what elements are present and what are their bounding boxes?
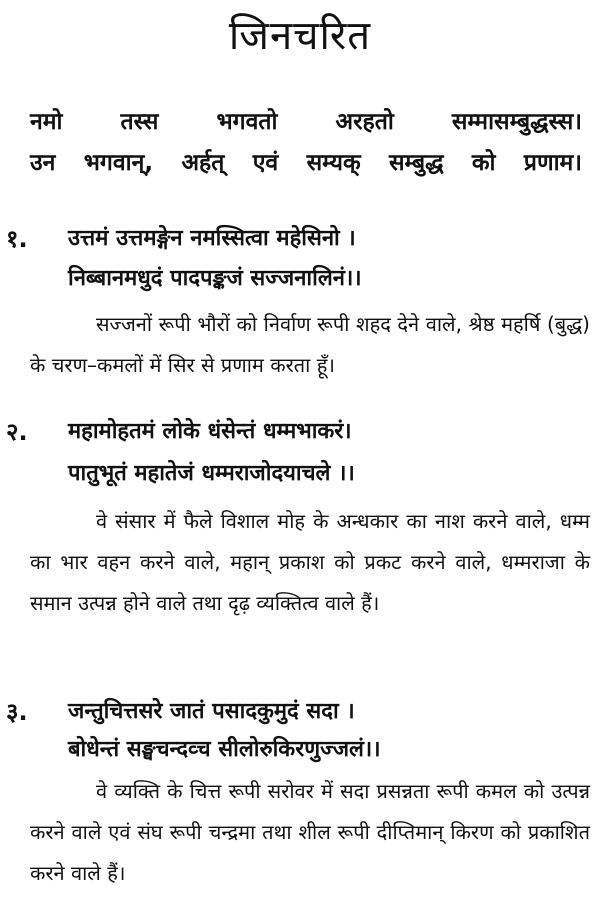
verse-line-1: महामोहतमं लोके धंसेन्तं धम्मभाकरं। xyxy=(68,419,352,444)
verse-number: २. xyxy=(6,418,28,446)
invocation-hindi: उन भगवान्, अर्हत् एवं सम्यक् सम्बुद्ध को प्रणाम। xyxy=(30,150,582,176)
verse-line-2: बोधेन्तं सङ्घचन्दव्च सीलोरुकिरणुज्जलं।। xyxy=(68,737,381,762)
verse-meaning: सज्जनों रूपी भौरों को निर्वाण रूपी शहद देने वाले, श्रेष्ठ महर्षि (बुद्ध) के चरण–कमलों में सिर से प्रणाम करता हूँ। xyxy=(30,312,590,377)
verse-line-2: पातुभूतं महातेजं धम्मराजोदयाचले ।। xyxy=(68,461,355,486)
page-title: जिनचरित xyxy=(228,13,372,59)
invocation-pali: नमो तस्स भगवतो अरहतो सम्मासम्बुद्धस्स। xyxy=(30,109,582,135)
verse-line-2: निब्बानमधुदं पादपङ्कजं सज्जनालिनं।। xyxy=(68,266,362,291)
verse-line-1: उत्तमं उत्तमङ्गेन नमस्सित्वा महेसिनो । xyxy=(68,226,356,251)
verse-meaning: वे संसार में फैले विशाल मोह के अन्धकार का नाश करने वाले, धम्म का भार वहन करने वाले, महान् प्रकाश को प्रकट करने वाले, धम्मराजा के समान उत्पन्न होने वाले तथा दृढ़ व्यक्तित्व वाले हैं। xyxy=(30,509,590,615)
verse-meaning: वे व्यक्ति के चित्त रूपी सरोवर में सदा प्रसन्नता रूपी कमल को उत्पन्न करने वाले एवं संघ रूपी चन्द्रमा तथा शील रूपी दीप्तिमान् किरण को प्रकाशित करने वाले हैं। xyxy=(30,779,590,885)
verse-number: ३. xyxy=(6,698,28,726)
verse-line-1: जन्तुचित्तसरे जातं पसादकुमुदं सदा । xyxy=(68,699,355,724)
verse-number: १. xyxy=(6,225,28,253)
